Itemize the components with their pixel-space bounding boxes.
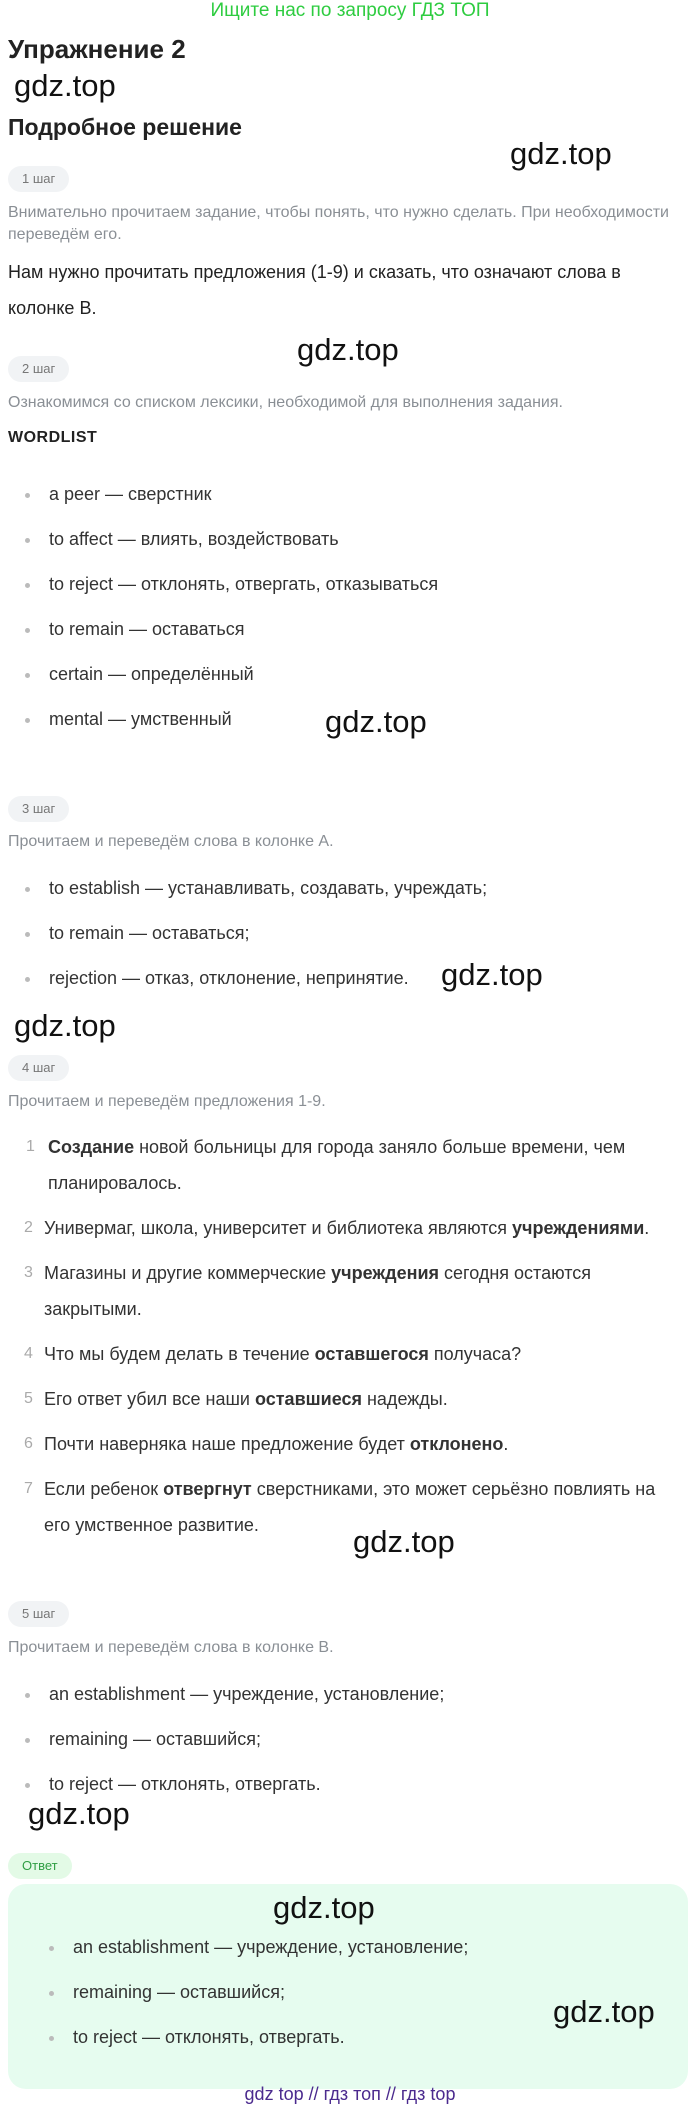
numbered-item: 5 Его ответ убил все наши оставшиеся надежды. [24,1389,448,1409]
list-item: to establish — устанавливать, создавать, учреждать; [49,878,487,899]
step-hint: Ознакомимся со списком лексики, необходимой для выполнения задания. [8,394,563,411]
footer-links[interactable]: gdz top // гдз топ // гдз top [244,2084,456,2104]
step-badge: 2 шаг [8,356,69,382]
numbered-item: 6 Почти наверняка наше предложение будет отклонено. [24,1434,509,1454]
list-item: remaining — оставшийся; [49,1729,261,1750]
step-hint: Прочитаем и переведём слова в колонке A. [8,833,334,850]
watermark: gdz.top [297,332,399,367]
step-hint: Прочитаем и переведём слова в колонке B. [8,1639,334,1656]
watermark: gdz.top [28,1796,130,1831]
step-badge: 3 шаг [8,796,69,822]
numbered-item: 3 Магазины и другие коммерческие учреждения сегодня остаются закрытыми. [24,1263,591,1319]
page-title: Упражнение 2 [8,34,186,64]
answer-badge: Ответ [8,1853,72,1879]
list-item: an establishment — учреждение, установление; [49,1684,444,1705]
list-item: a peer — сверстник [49,484,212,505]
list-item: to reject — отклонять, отвергать. [73,2027,345,2048]
list-item: certain — определённый [49,664,254,685]
watermark: gdz.top [14,1008,116,1043]
watermark: gdz.top [353,1524,455,1559]
watermark: gdz.top [325,704,427,739]
numbered-item: 2 Универмаг, школа, университет и библиотека являются учреждениями. [24,1218,650,1238]
step-badge: 4 шаг [8,1055,69,1081]
step-text: Нам нужно прочитать предложения (1-9) и сказать, что означают слова в колонке B. [8,262,621,318]
list-item: to remain — оставаться [49,619,244,640]
numbered-item: 7 Если ребенок отвергнут сверстниками, это может серьёзно повлиять на его умственное развитие. [24,1479,656,1535]
watermark: gdz.top [553,1994,655,2029]
list-item: to affect — влиять, воздействовать [49,529,339,550]
list-item: an establishment — учреждение, установление; [73,1937,468,1958]
numbered-item: 4 Что мы будем делать в течение оставшегося получаса? [24,1344,522,1364]
watermark: gdz.top [273,1890,375,1925]
wordlist-heading: WORDLIST [8,429,98,446]
list-item: remaining — оставшийся; [73,1982,285,2003]
list-item: mental — умственный [49,709,232,730]
watermark: gdz.top [14,68,116,103]
list-item: rejection — отказ, отклонение, непринятие. [49,968,409,989]
list-item: to reject — отклонять, отвергать. [49,1774,321,1795]
watermark: gdz.top [510,136,612,171]
numbered-item: 1 Создание новой больницы для города заняло больше времени, чем планировалось. [26,1137,626,1193]
step-hint: Прочитаем и переведём предложения 1-9. [8,1093,326,1110]
step-badge: 1 шаг [8,166,69,192]
step-badge: 5 шаг [8,1601,69,1627]
list-item: to remain — оставаться; [49,923,249,944]
top-banner[interactable]: Ищите нас по запросу ГДЗ ТОП [210,0,490,21]
watermark: gdz.top [441,957,543,992]
section-title: Подробное решение [8,114,242,140]
list-item: to reject — отклонять, отвергать, отказываться [49,574,438,595]
step-hint: Внимательно прочитаем задание, чтобы понять, что нужно сделать. При необходимости переведём его. [8,204,669,243]
